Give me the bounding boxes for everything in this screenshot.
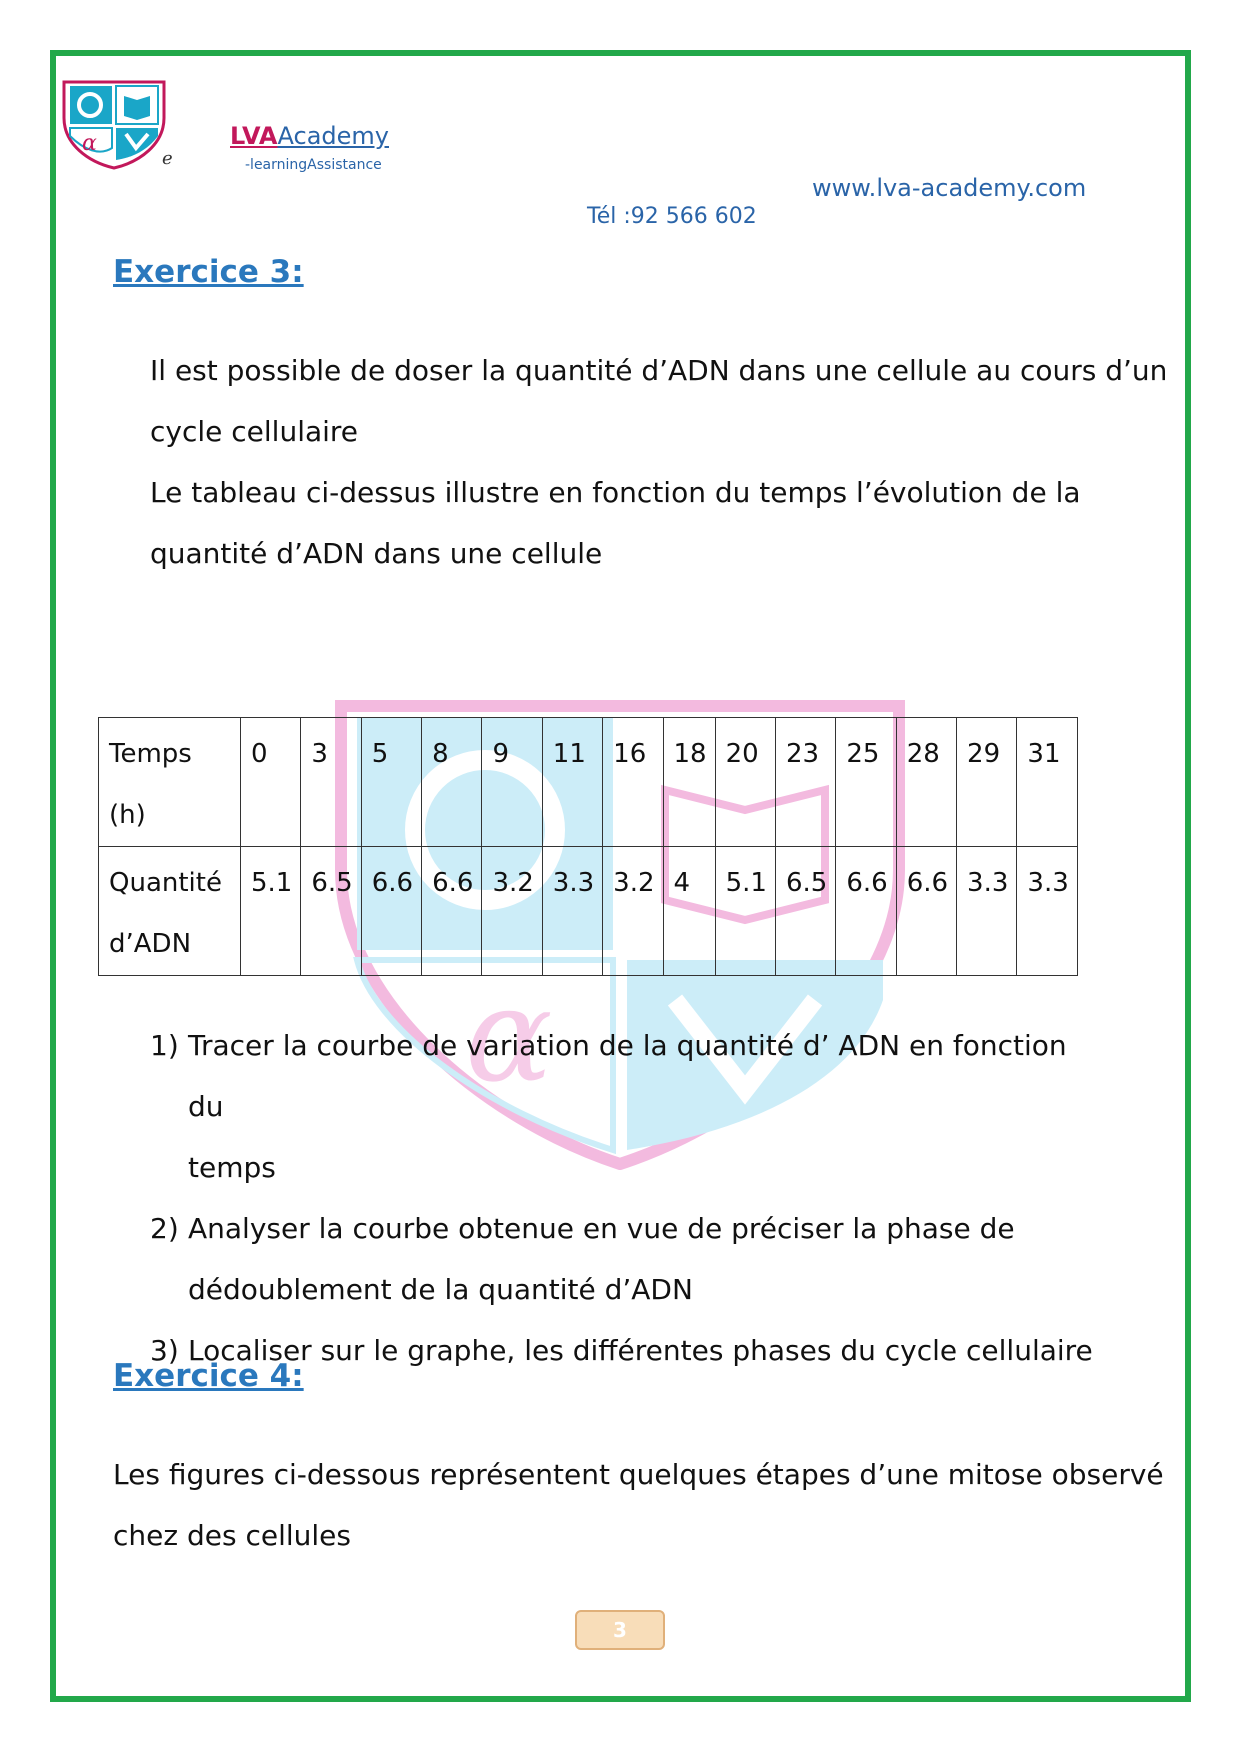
table-cell: 0 xyxy=(241,718,301,847)
table-cell: 29 xyxy=(957,718,1017,847)
table-cell: 3.3 xyxy=(1017,847,1077,976)
table-cell: 3.3 xyxy=(957,847,1017,976)
brand-academy: Academy xyxy=(277,122,389,150)
lva-logo xyxy=(60,78,168,170)
table-cell: 6.6 xyxy=(836,847,896,976)
table-cell: 5.1 xyxy=(715,847,775,976)
table-cell: 6.5 xyxy=(775,847,835,976)
table-cell: 18 xyxy=(663,718,715,847)
table-cell: 28 xyxy=(896,718,956,847)
website-link[interactable]: www.lva-academy.com xyxy=(812,174,1087,202)
table-cell: 23 xyxy=(775,718,835,847)
table-cell: 6.5 xyxy=(301,847,361,976)
exercice3-title: Exercice 3: xyxy=(113,254,304,290)
exercice4-line2: chez des cellules xyxy=(113,1519,351,1552)
table-cell: 11 xyxy=(542,718,602,847)
logo-e-letter: e xyxy=(162,148,173,169)
question-list xyxy=(150,1015,1110,1381)
row-label-dna: Quantité d’ADN xyxy=(99,847,241,976)
exercice3-intro-line4: quantité d’ADN dans une cellule xyxy=(150,537,603,570)
table-cell: 6.6 xyxy=(896,847,956,976)
question-item: 1) Tracer la courbe de variation de la quantité d’ ADN en fonction du temps xyxy=(150,1029,1067,1184)
table-cell: 3.3 xyxy=(542,847,602,976)
table-cell: 25 xyxy=(836,718,896,847)
question-item: 2) Analyser la courbe obtenue en vue de préciser la phase de dédoublement de la quantité d’ADN xyxy=(150,1212,1015,1306)
exercice3-intro-line3: Le tableau ci-dessus illustre en fonction du temps l’évolution de la xyxy=(150,476,1081,509)
table-cell: 8 xyxy=(422,718,482,847)
row-label-time: Temps (h) xyxy=(99,718,241,847)
svg-text:α: α xyxy=(82,131,97,156)
table-cell: 9 xyxy=(482,718,542,847)
svg-text:α: α xyxy=(465,959,553,1111)
table-cell: 3 xyxy=(301,718,361,847)
table-cell: 20 xyxy=(715,718,775,847)
table-cell: 4 xyxy=(663,847,715,976)
table-cell: 6.6 xyxy=(422,847,482,976)
exercice4-line1: Les figures ci-dessous représentent quelques étapes d’une mitose observé xyxy=(113,1458,1164,1491)
phone-number: Tél :92 566 602 xyxy=(587,204,757,229)
exercice4-title: Exercice 4: xyxy=(113,1358,304,1394)
exercice3-intro-line2: cycle cellulaire xyxy=(150,415,359,448)
exercice3-intro-line1: Il est possible de doser la quantité d’ADN dans une cellule au cours d’un xyxy=(150,354,1168,387)
question-item: 3) Localiser sur le graphe, les différentes phases du cycle cellulaire xyxy=(150,1334,1093,1367)
table-row-dna xyxy=(99,847,1078,976)
table-cell: 6.6 xyxy=(361,847,421,976)
table-cell: 5.1 xyxy=(241,847,301,976)
table-cell: 31 xyxy=(1017,718,1077,847)
dna-table xyxy=(98,717,1078,976)
table-cell: 3.2 xyxy=(603,847,663,976)
table-cell: 5 xyxy=(361,718,421,847)
brand-name xyxy=(230,122,389,150)
page-number: 3 xyxy=(575,1610,665,1650)
table-cell: 3.2 xyxy=(482,847,542,976)
table-cell: 16 xyxy=(603,718,663,847)
table-row-time xyxy=(99,718,1078,847)
brand-tagline: -learningAssistance xyxy=(245,157,382,173)
brand-lva: LVA xyxy=(230,122,278,150)
